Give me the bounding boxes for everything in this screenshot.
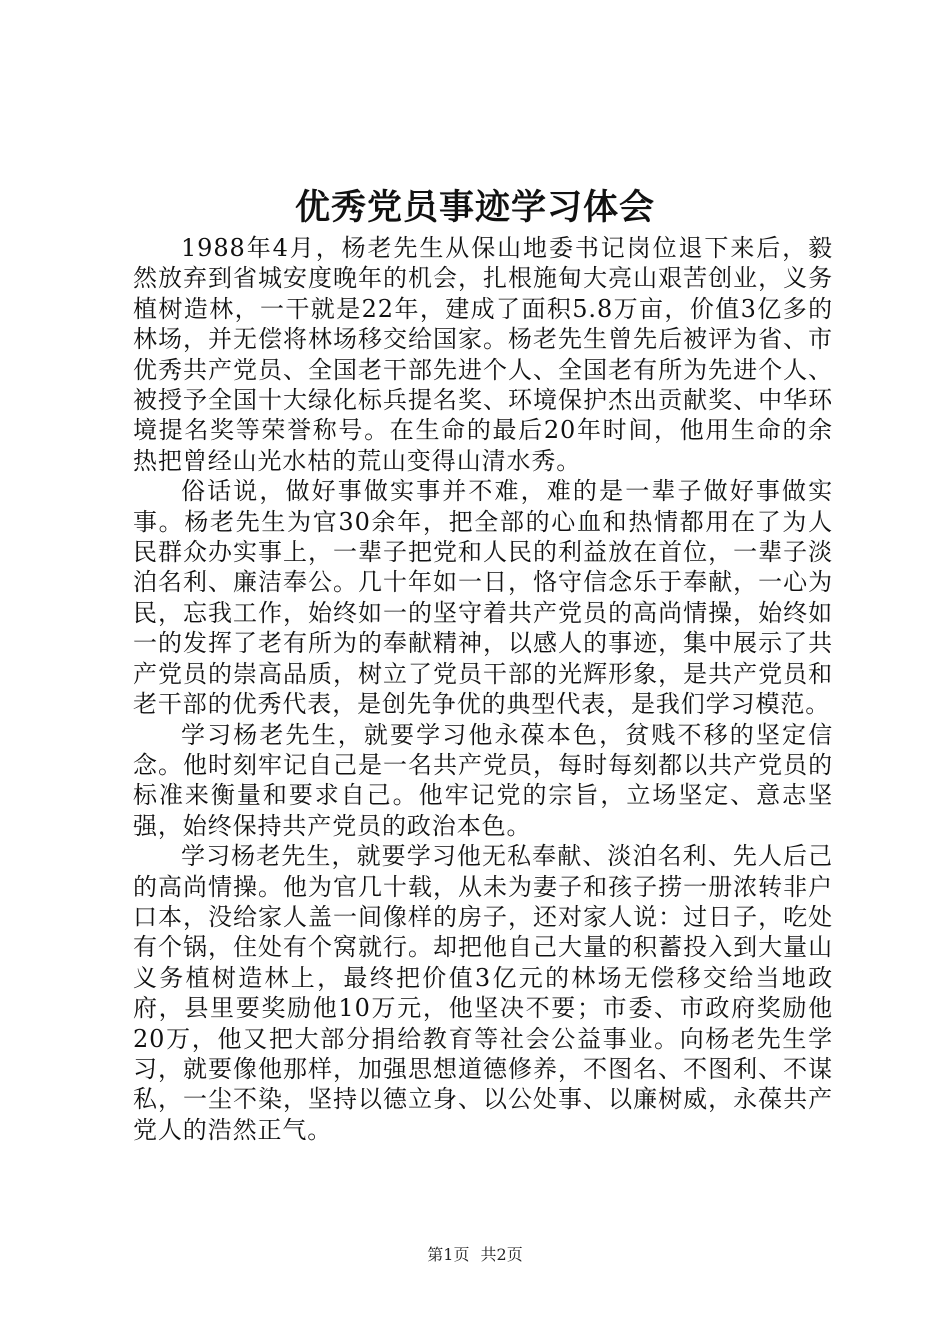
document-body xyxy=(133,233,833,1145)
page-number-current: 第1页 xyxy=(427,1245,470,1264)
page-footer xyxy=(0,1245,950,1265)
page-number-total: 共2页 xyxy=(480,1245,523,1264)
paragraph-4: 学习杨老先生，就要学习他无私奉献、淡泊名利、先人后己的高尚情操。他为官几十载，从未为妻子和孩子捞一册浓转非户口本，没给家人盖一间像样的房子，还对家人说：过日子，吃处有个锅，住处有个窝就行。却把他自己大量的积蓄投入到大量山义务植树造林上，最终把价值3亿元的林场无偿移交给当地政府，县里要奖励他10万元，他坚决不要；市委、市政府奖励他20万，他又把大部分捐给教育等社会公益事业。向杨老先生学习，就要像他那样，加强思想道德修养，不图名、不图利、不谋私，一尘不染，坚持以德立身、以公处事、以廉树威，永葆共产党人的浩然正气。 xyxy=(133,842,833,1144)
paragraph-2: 俗话说，做好事做实事并不难，难的是一辈子做好事做实事。杨老先生为官30余年，把全部的心血和热情都用在了为人民群众办实事上，一辈子把党和人民的利益放在首位，一辈子淡泊名利、廉洁奉公。几十年如一日，恪守信念乐于奉献，一心为民，忘我工作，始终如一的坚守着共产党员的高尚情操，始终如一的发挥了老有所为的奉献精神，以感人的事迹，集中展示了共产党员的崇高品质，树立了党员干部的光辉形象，是共产党员和老干部的优秀代表，是创先争优的典型代表，是我们学习模范。 xyxy=(133,477,833,719)
paragraph-1: 1988年4月，杨老先生从保山地委书记岗位退下来后，毅然放弃到省城安度晚年的机会，扎根施甸大亮山艰苦创业，义务植树造林，一干就是22年，建成了面积5.8万亩，价值3亿多的林场，并无偿将林场移交给国家。杨老先生曾先后被评为省、市优秀共产党员、全国老干部先进个人、全国老有所为先进个人、被授予全国十大绿化标兵提名奖、环境保护杰出贡献奖、中华环境提名奖等荣誉称号。在生命的最后20年时间，他用生命的余热把曾经山光水枯的荒山变得山清水秀。 xyxy=(133,234,833,475)
document-title: 优秀党员事迹学习体会 xyxy=(294,187,655,228)
paragraph-3: 学习杨老先生，就要学习他永葆本色，贫贱不移的坚定信念。他时刻牢记自己是一名共产党员，每时每刻都以共产党员的标准来衡量和要求自己。他牢记党的宗旨，立场坚定、意志坚强，始终保持共产党员的政治本色。 xyxy=(133,720,833,840)
